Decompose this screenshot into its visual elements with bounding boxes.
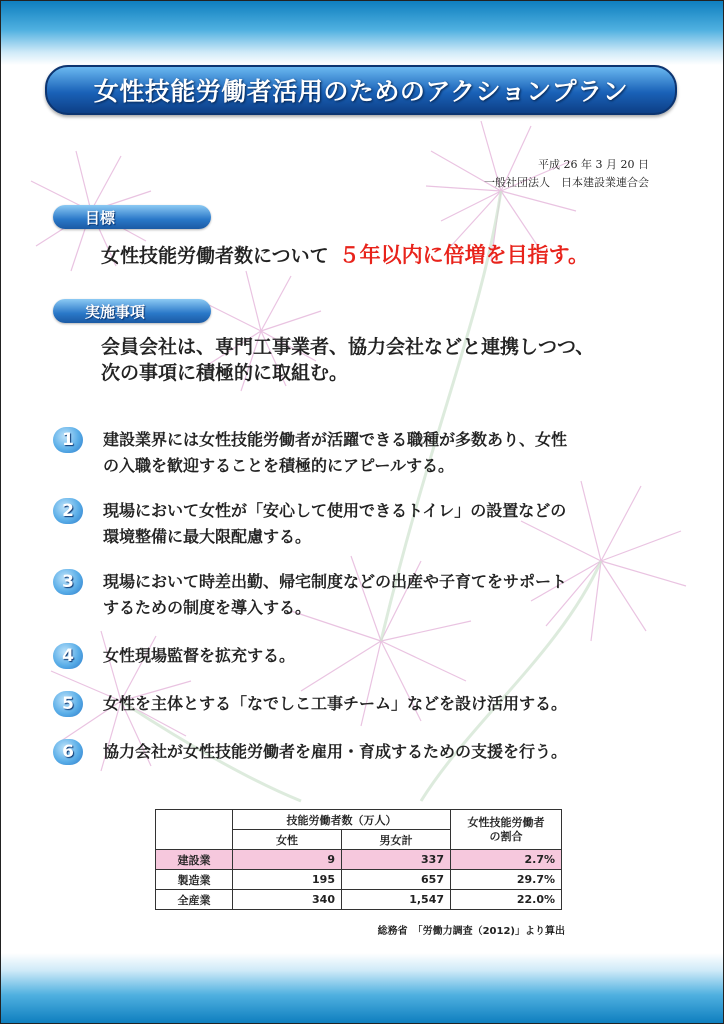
action-item-text (103, 498, 566, 550)
action-item-line: 女性を主体とする「なでしこ工事チーム」などを設け活用する。 (103, 694, 568, 713)
ratio-cell: 29.7% (451, 870, 562, 890)
table-header-row (156, 810, 562, 830)
goal-heading: 目標 (85, 208, 116, 227)
actions-intro (101, 334, 594, 386)
goal-statement (101, 239, 589, 269)
number-badge-icon: 4 (53, 643, 83, 669)
page-title: 女性技能労働者活用のためのアクションプラン (93, 77, 629, 106)
ratio-cell: 22.0% (451, 890, 562, 910)
group-header-cell: 技能労働者数（万人） (233, 810, 451, 830)
intro-line-1: 会員会社は、専門工事業者、協力会社などと連携しつつ、 (101, 336, 595, 358)
actions-heading: 実施事項 (85, 302, 146, 321)
table-row (156, 890, 562, 910)
action-item-line: の入職を歓迎することを積極的にアピールする。 (103, 456, 455, 475)
industry-cell: 製造業 (156, 870, 233, 890)
number-badge-icon: 6 (53, 739, 83, 765)
industry-cell: 建設業 (156, 850, 233, 870)
ratio-header-line: 女性技能労働者 (467, 815, 545, 829)
female-cell: 195 (233, 870, 342, 890)
issuer-block (484, 156, 649, 192)
action-item-line: 現場において時差出勤、帰宅制度などの出産や子育てをサポート (103, 572, 568, 591)
actions-heading-pill (53, 299, 211, 323)
industry-cell: 全産業 (156, 890, 233, 910)
total-cell: 337 (342, 850, 451, 870)
table-corner-cell (156, 810, 233, 850)
table-row (156, 870, 562, 890)
total-cell: 657 (342, 870, 451, 890)
number-badge-icon: 2 (53, 498, 83, 524)
issuer-organization: 一般社団法人 日本建設業連合会 (484, 176, 649, 189)
action-item-text (103, 739, 567, 765)
number-badge-icon: 3 (53, 569, 83, 595)
table-row (156, 850, 562, 870)
action-item-line: 建設業界には女性技能労働者が活躍できる職種が多数あり、女性 (103, 430, 568, 449)
goal-heading-pill (53, 205, 211, 229)
action-item-line: するための制度を導入する。 (103, 598, 312, 617)
action-item-text (103, 569, 567, 621)
intro-line-2: 次の事項に積極的に取組む。 (101, 362, 349, 384)
total-header-cell: 男女計 (342, 830, 451, 850)
female-cell: 9 (233, 850, 342, 870)
action-item-line: 環境整備に最大限配慮する。 (103, 527, 312, 546)
female-header-cell: 女性 (233, 830, 342, 850)
ratio-header-line: の割合 (489, 829, 523, 843)
action-item-line: 女性現場監督を拡充する。 (103, 646, 296, 665)
number-badge-icon: 5 (53, 691, 83, 717)
ratio-cell: 2.7% (451, 850, 562, 870)
female-cell: 340 (233, 890, 342, 910)
action-item-line: 現場において女性が「安心して使用できるトイレ」の設置などの (103, 501, 567, 520)
action-item-text (103, 643, 295, 669)
goal-emphasis: ５年以内に倍増を目指す。 (338, 243, 589, 267)
issue-date: 平成 26 年 3 月 20 日 (538, 158, 649, 171)
action-item-text (103, 427, 567, 479)
goal-text: 女性技能労働者数について (101, 245, 329, 267)
action-item-text (103, 691, 567, 717)
title-banner (45, 65, 677, 115)
total-cell: 1,547 (342, 890, 451, 910)
number-badge-icon: 1 (53, 427, 83, 453)
action-item-line: 協力会社が女性技能労働者を雇用・育成するための支援を行う。 (103, 742, 568, 761)
worker-stats-table (155, 809, 562, 910)
ratio-header-cell (451, 810, 562, 850)
data-source-note: 総務省 「労働力調査（2012)」より算出 (377, 926, 565, 937)
